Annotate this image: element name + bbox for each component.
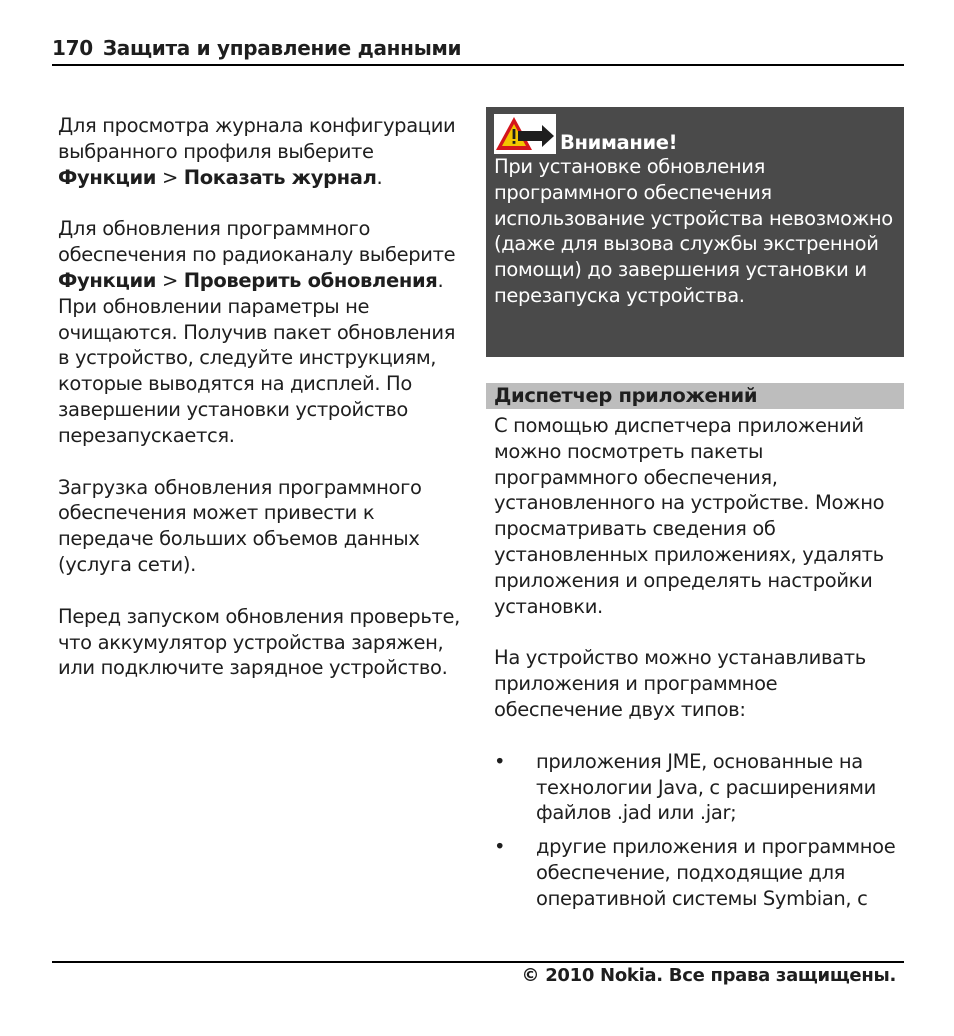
warning-text: При установке обновления программного обеспечения использование устройства невозможно (даже для вызова службы экстренной помощи) до завершения установки и перезапуска устройства. xyxy=(494,155,893,307)
chapter-title: Защита и управление данными xyxy=(102,36,462,60)
menu-path-check-updates: Проверить обновления xyxy=(183,268,438,292)
menu-path-functions: Функции xyxy=(58,268,157,292)
list-item: • приложения JME, основанные на технологии Java, с расширениями файлов .jad или .jar; xyxy=(494,749,876,825)
section-body xyxy=(486,409,904,912)
footer-copyright: © 2010 Nokia. Все права защищены. xyxy=(521,965,896,986)
warning-title: Внимание! xyxy=(560,131,678,155)
menu-path-show-log: Показать журнал xyxy=(183,165,377,189)
list-item: • другие приложения и программное обеспечение, подходящие для оперативной системы Symbian, с xyxy=(494,835,896,910)
warning-box xyxy=(486,107,904,357)
paragraph-app-manager: С помощью диспетчера приложений можно посмотреть пакеты программного обеспечения, установленного на устройстве. Можно просматривать сведения об установленных приложениях, удалять приложения и определять настройки установки. xyxy=(494,414,885,618)
right-column xyxy=(486,107,904,920)
bullet-icon: • xyxy=(494,749,506,773)
paragraph-view-log: Для просмотра журнала конфигурации выбранного профиля выберите Функции > Показать журнал. xyxy=(58,114,456,189)
paragraph-app-types: На устройство можно устанавливать приложения и программное обеспечение двух типов: xyxy=(494,646,866,721)
footer-divider xyxy=(52,961,904,963)
menu-path-functions: Функции xyxy=(58,165,157,189)
bullet-icon: • xyxy=(494,835,506,859)
paragraph-update-ota: Для обновления программного обеспечения по радиоканалу выберите Функции > Проверить обновления. При обновлении параметры не очищаются. Получив пакет обновления в устройство, следуйте инструкциям, которые выводятся на дисплей. По завершении установки устройство перезапускается. xyxy=(58,217,456,447)
section-title: Диспетчер приложений xyxy=(486,383,904,409)
paragraph-battery: Перед запуском обновления проверьте, что аккумулятор устройства заряжен, или подключите зарядное устройство. xyxy=(58,604,460,680)
page-number: 170 xyxy=(52,36,93,60)
bullet-list xyxy=(494,749,896,912)
warning-header xyxy=(494,112,898,154)
paragraph-data-usage: Загрузка обновления программного обеспечения может привести к передаче больших объемов данных (услуга сети). xyxy=(58,475,422,576)
page-header xyxy=(52,36,904,66)
warning-triangle-icon xyxy=(494,114,556,154)
left-column xyxy=(58,113,466,707)
